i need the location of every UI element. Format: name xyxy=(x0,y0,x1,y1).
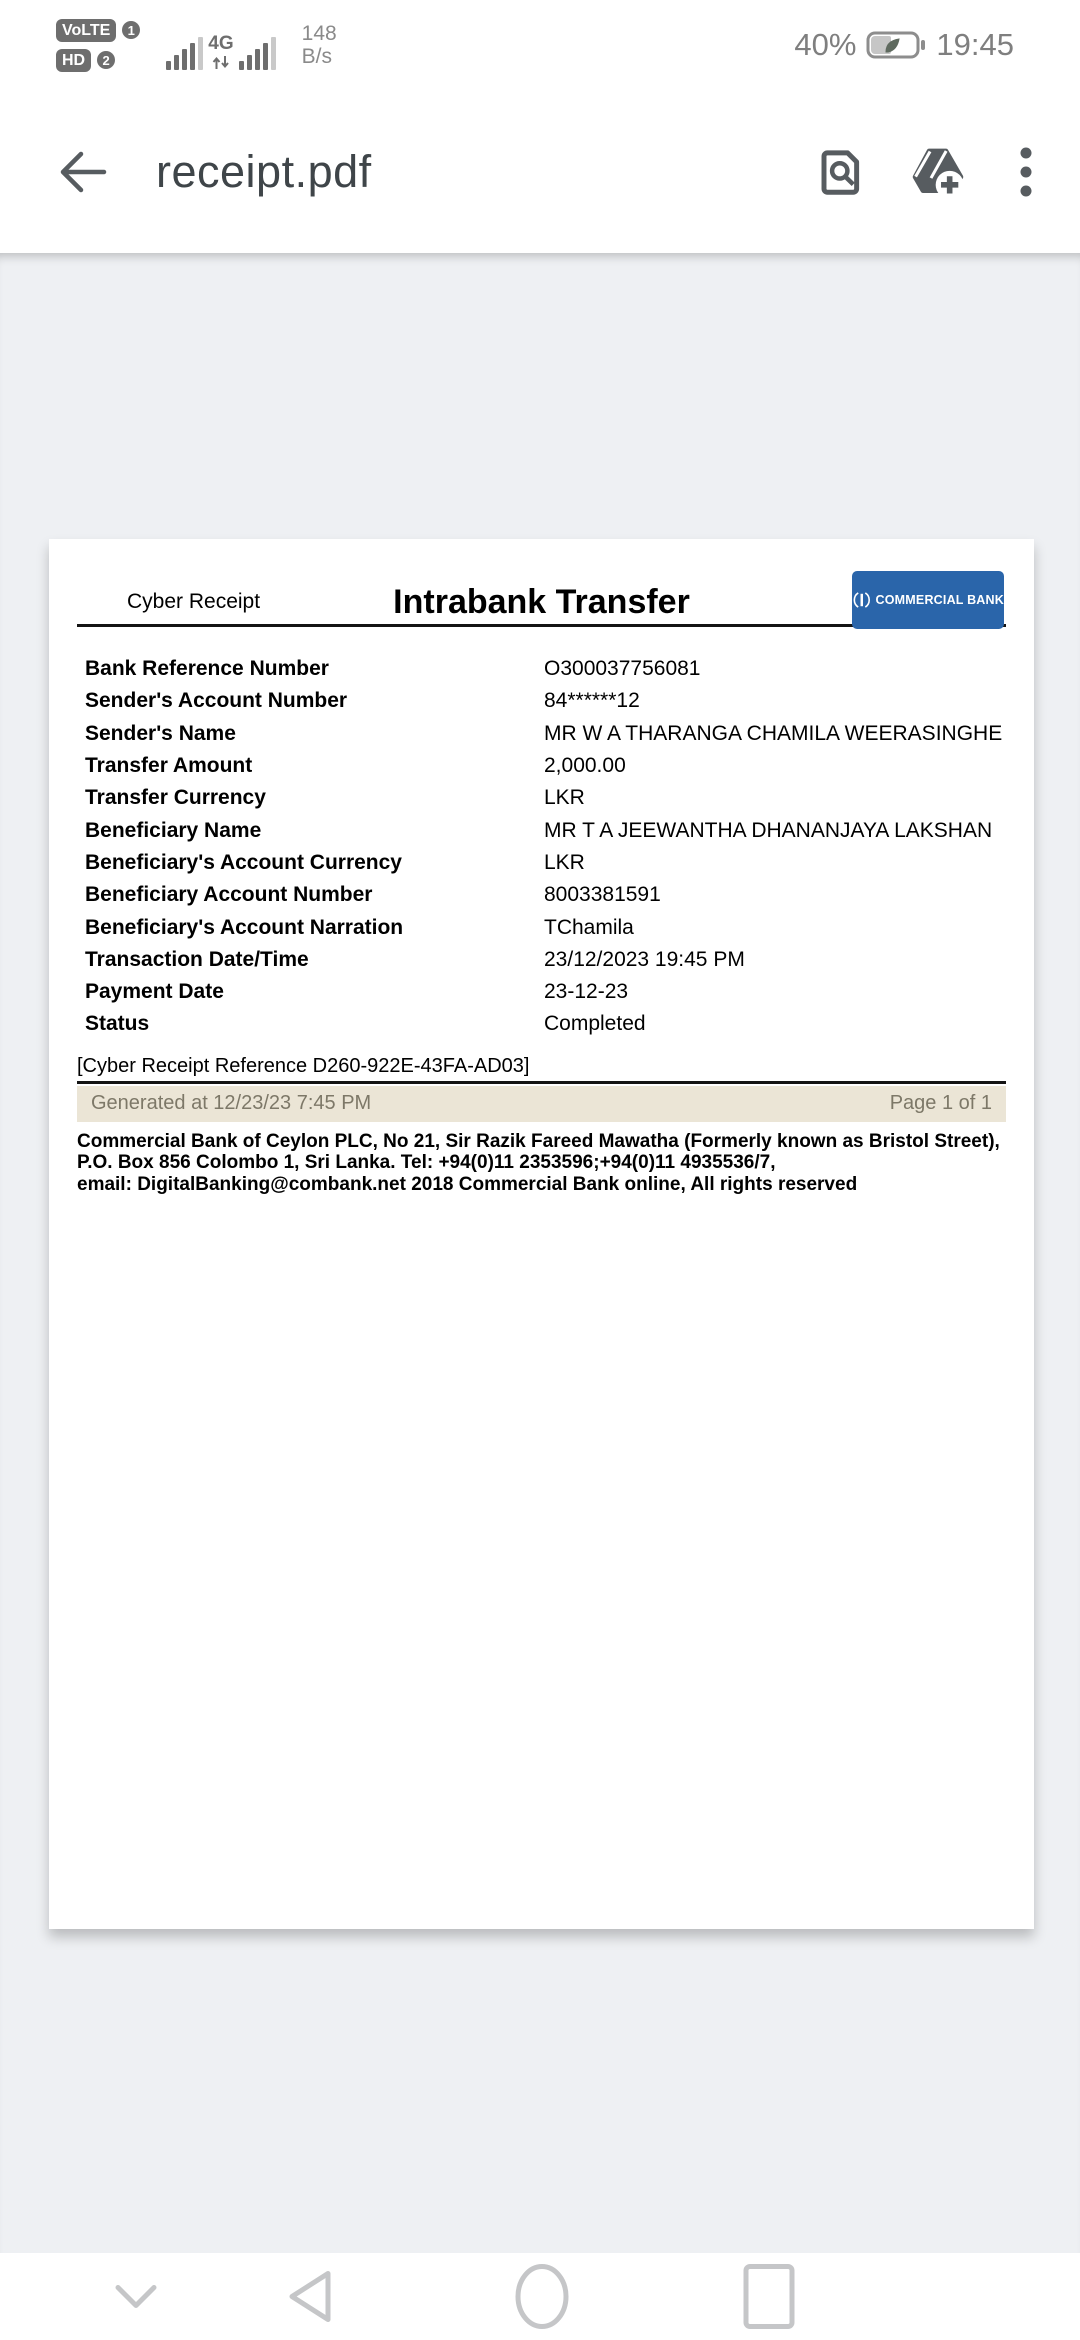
footer-divider xyxy=(77,1081,1006,1084)
field-label: Beneficiary Account Number xyxy=(85,883,373,907)
volte-badge: VoLTE xyxy=(56,19,116,42)
signal-cluster xyxy=(166,14,275,76)
overflow-menu-button[interactable] xyxy=(986,124,1066,220)
home-circle-icon xyxy=(513,2262,571,2332)
receipt-title: Intrabank Transfer xyxy=(393,583,690,621)
field-row xyxy=(77,976,1006,1008)
cyber-receipt-reference: [Cyber Receipt Reference D260-922E-43FA-AD03] xyxy=(77,1054,530,1077)
field-row xyxy=(77,782,1006,814)
app-bar xyxy=(0,90,1080,253)
receipt-fields xyxy=(77,653,1006,1041)
field-row xyxy=(77,879,1006,911)
signal-bars-sim2-icon xyxy=(239,37,276,70)
field-label: Status xyxy=(85,1012,150,1036)
field-row xyxy=(77,847,1006,879)
generated-at-text: Generated at 12/23/23 7:45 PM xyxy=(91,1092,372,1115)
field-label: Beneficiary's Account Currency xyxy=(85,850,402,874)
chevron-down-icon xyxy=(114,2284,158,2310)
field-value: LKR xyxy=(544,786,585,810)
field-value: 84******12 xyxy=(544,689,640,713)
battery-power-saving-icon xyxy=(866,29,926,61)
nav-back-button[interactable] xyxy=(265,2253,355,2340)
field-label: Transfer Currency xyxy=(85,786,266,810)
footer-line: P.O. Box 856 Colombo 1, Sri Lanka. Tel: +94(0)11 2353596;+94(0)11 4935536/7, xyxy=(77,1152,776,1174)
field-value: 2,000.00 xyxy=(544,754,626,778)
recents-square-icon xyxy=(743,2264,795,2330)
page-indicator: Page 1 of 1 xyxy=(889,1092,992,1115)
field-row xyxy=(77,750,1006,782)
field-value: 23-12-23 xyxy=(544,980,629,1004)
back-button[interactable] xyxy=(28,117,138,227)
three-dot-menu-icon xyxy=(1019,145,1033,199)
receipt-document xyxy=(77,539,1006,1195)
field-value: TChamila xyxy=(544,915,634,939)
network-speed xyxy=(302,22,337,68)
network-type-label: 4G xyxy=(208,33,234,54)
field-value: 23/12/2023 19:45 PM xyxy=(544,947,745,971)
signal-bars-sim1-icon xyxy=(166,37,203,70)
field-value: LKR xyxy=(544,850,585,874)
nav-recents-button[interactable] xyxy=(724,2253,814,2340)
field-value: Completed xyxy=(544,1012,646,1036)
footer-line: email: DigitalBanking@combank.net 2018 Commercial Bank online, All rights reserved xyxy=(77,1173,858,1195)
field-value: MR W A THARANGA CHAMILA WEERASINGHE xyxy=(544,721,1003,745)
nav-home-button[interactable] xyxy=(497,2253,587,2340)
field-label: Transfer Amount xyxy=(85,754,253,778)
hide-navbar-button[interactable] xyxy=(91,2253,181,2340)
field-row xyxy=(77,944,1006,976)
battery-percent: 40% xyxy=(794,27,857,62)
sim1-indicator: 1 xyxy=(122,21,140,39)
field-row xyxy=(77,685,1006,717)
sim2-indicator: 2 xyxy=(97,51,115,69)
find-in-document-icon xyxy=(815,145,869,199)
hd-badge: HD xyxy=(56,49,91,72)
bank-logo-text: COMMERCIAL BANK xyxy=(875,593,1004,607)
pdf-page xyxy=(49,539,1034,1929)
sim-badges xyxy=(56,19,140,72)
field-value: O300037756081 xyxy=(544,657,701,681)
data-arrows-icon xyxy=(212,55,230,70)
network-speed-value: 148 xyxy=(301,22,337,45)
back-arrow-icon xyxy=(57,146,109,198)
receipt-type-label: Cyber Receipt xyxy=(127,590,261,613)
add-to-drive-button[interactable] xyxy=(890,124,986,220)
field-label: Sender's Name xyxy=(85,721,236,745)
bank-address-footer xyxy=(77,1131,1006,1196)
field-row xyxy=(77,911,1006,943)
drive-add-icon xyxy=(910,144,966,200)
document-title: receipt.pdf xyxy=(156,145,372,197)
field-label: Transaction Date/Time xyxy=(85,947,309,971)
find-in-document-button[interactable] xyxy=(794,124,890,220)
status-bar xyxy=(0,0,1080,90)
field-value: MR T A JEEWANTHA DHANANJAYA LAKSHAN xyxy=(544,818,993,842)
status-time: 19:45 xyxy=(936,27,1014,62)
commercial-bank-logo xyxy=(852,571,1004,629)
bank-emblem-icon xyxy=(852,589,872,611)
field-label: Payment Date xyxy=(85,980,224,1004)
field-row xyxy=(77,1008,1006,1040)
network-speed-unit: B/s xyxy=(301,45,332,68)
navigation-bar xyxy=(0,2253,1080,2340)
field-label: Beneficiary's Account Narration xyxy=(85,915,404,939)
field-label: Sender's Account Number xyxy=(85,689,348,713)
footer-line: Commercial Bank of Ceylon PLC, No 21, Sir Razik Fareed Mawatha (Formerly known as Bristol Street), xyxy=(77,1130,1000,1152)
field-row xyxy=(77,653,1006,685)
field-label: Bank Reference Number xyxy=(85,657,329,681)
field-row xyxy=(77,718,1006,750)
field-value: 8003381591 xyxy=(544,883,661,907)
field-row xyxy=(77,814,1006,846)
back-triangle-icon xyxy=(286,2269,334,2325)
pdf-viewport[interactable] xyxy=(0,253,1080,2253)
generated-bar xyxy=(77,1086,1006,1122)
field-label: Beneficiary Name xyxy=(85,818,262,842)
